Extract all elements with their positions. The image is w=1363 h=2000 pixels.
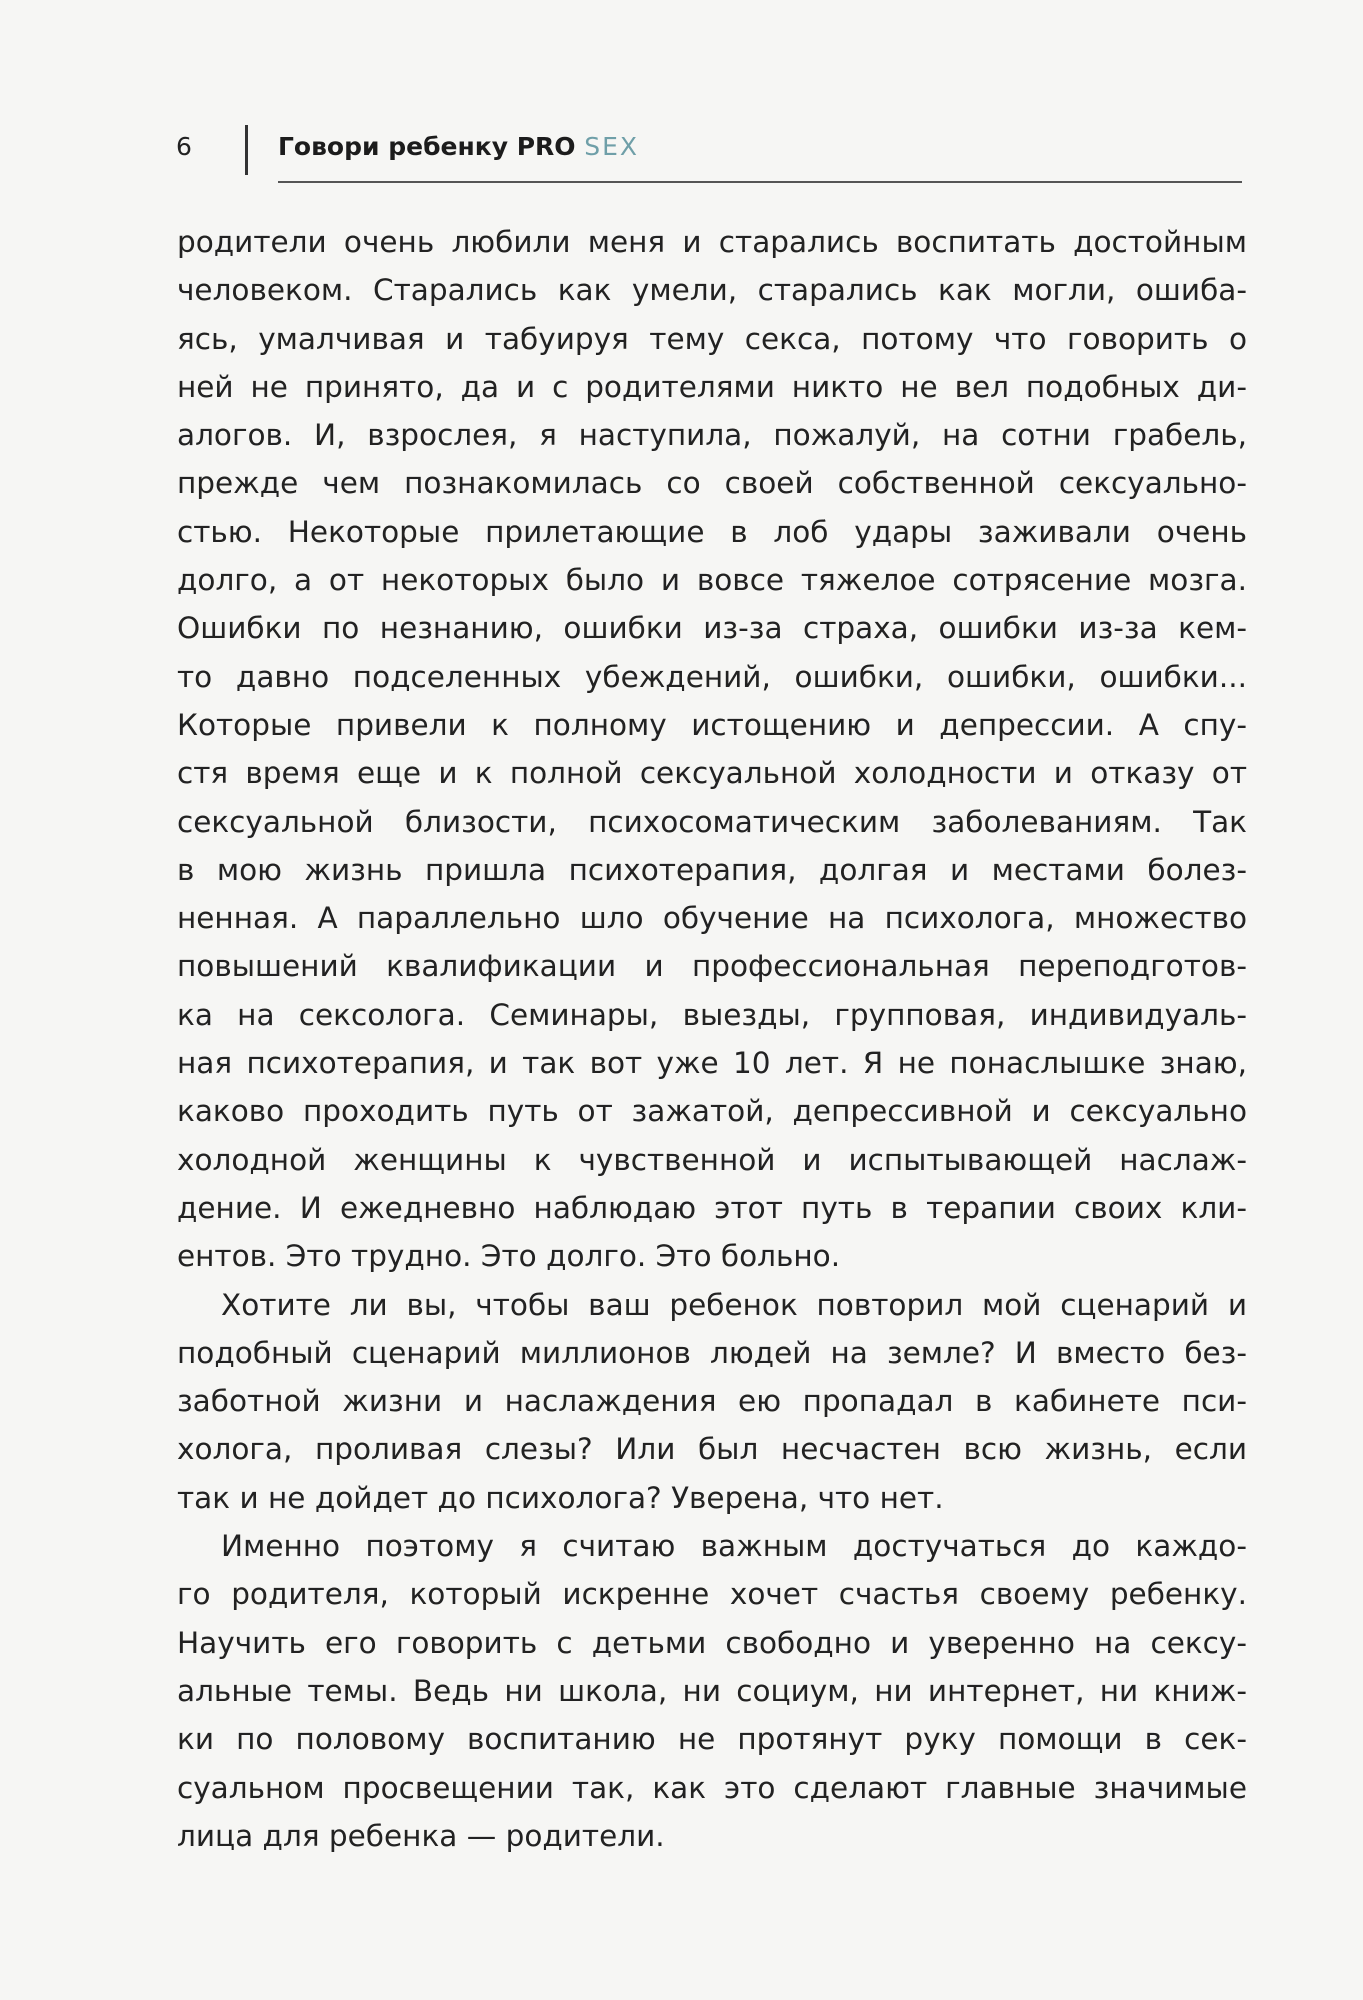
header-divider-bar bbox=[245, 125, 248, 175]
text-line: подобный сценарий миллионов людей на земле? И вместо без- bbox=[177, 1335, 1247, 1370]
text-line: Ошибки по незнанию, ошибки из-за страха, ошибки из-за кем- bbox=[177, 611, 1247, 646]
text-line: ная психотерапия, и так вот уже 10 лет. Я не понаслышке знаю, bbox=[177, 1046, 1247, 1081]
text-line: Научить его говорить с детьми свободно и уверенно на сексу- bbox=[177, 1625, 1247, 1660]
text-line: ки по половому воспитанию не протянут руку помощи в сек- bbox=[177, 1722, 1247, 1757]
text-line: сексуальной близости, психосоматическим заболеваниям. Так bbox=[177, 804, 1247, 839]
text-line: лица для ребенка — родители. bbox=[177, 1818, 665, 1853]
text-line: Которые привели к полному истощению и депрессии. А спу- bbox=[177, 707, 1247, 742]
header-rule bbox=[278, 181, 1242, 183]
paragraph bbox=[177, 1522, 1247, 1860]
text-line: Именно поэтому я считаю важным достучаться до каждо- bbox=[221, 1529, 1247, 1564]
text-line: стью. Некоторые прилетающие в лоб удары заживали очень bbox=[177, 514, 1247, 549]
running-title-accent: SEX bbox=[584, 132, 640, 161]
running-title-main: Говори ребенку PRO bbox=[278, 132, 576, 161]
text-line: ентов. Это трудно. Это долго. Это больно. bbox=[177, 1239, 841, 1274]
text-line: Хотите ли вы, чтобы ваш ребенок повторил мой сценарий и bbox=[221, 1287, 1247, 1322]
text-line: каково проходить путь от зажатой, депрессивной и сексуально bbox=[177, 1094, 1247, 1129]
text-line: го родителя, который искренне хочет счастья своему ребенку. bbox=[177, 1577, 1247, 1612]
running-title bbox=[278, 132, 639, 161]
text-line: повышений квалификации и профессиональная переподготов- bbox=[177, 949, 1247, 984]
text-line: человеком. Старались как умели, старались как могли, ошиба- bbox=[177, 273, 1247, 308]
text-line: ка на сексолога. Семинары, выезды, групповая, индивидуаль- bbox=[177, 997, 1247, 1032]
text-line: то давно подселенных убеждений, ошибки, ошибки, ошибки... bbox=[177, 659, 1247, 694]
text-line: альные темы. Ведь ни школа, ни социум, ни интернет, ни книж- bbox=[177, 1673, 1247, 1708]
body-text bbox=[177, 218, 1247, 1860]
text-line: алогов. И, взрослея, я наступила, пожалуй, на сотни грабель, bbox=[177, 418, 1247, 453]
text-line: дение. И ежедневно наблюдаю этот путь в терапии своих кли- bbox=[177, 1190, 1247, 1225]
text-line: холодной женщины к чувственной и испытывающей наслаж- bbox=[177, 1142, 1247, 1177]
paragraph bbox=[177, 218, 1247, 1281]
text-line: заботной жизни и наслаждения ею пропадал в кабинете пси- bbox=[177, 1384, 1247, 1419]
page-number: 6 bbox=[176, 132, 192, 161]
text-line: в мою жизнь пришла психотерапия, долгая и местами болез- bbox=[177, 852, 1247, 887]
text-line: ясь, умалчивая и табуируя тему секса, потому что говорить о bbox=[177, 321, 1247, 356]
text-line: суальном просвещении так, как это сделают главные значимые bbox=[177, 1770, 1247, 1805]
text-line: долго, а от некоторых было и вовсе тяжелое сотрясение мозга. bbox=[177, 563, 1247, 598]
text-line: ней не принято, да и с родителями никто не вел подобных ди- bbox=[177, 369, 1247, 404]
paragraph bbox=[177, 1281, 1247, 1522]
page-header bbox=[0, 0, 1363, 190]
text-line: прежде чем познакомилась со своей собственной сексуально- bbox=[177, 466, 1247, 501]
text-line: холога, проливая слезы? Или был несчастен всю жизнь, если bbox=[177, 1432, 1247, 1467]
text-line: родители очень любили меня и старались воспитать достойным bbox=[177, 225, 1247, 259]
text-line: ненная. А параллельно шло обучение на психолога, множество bbox=[177, 901, 1247, 936]
text-line: стя время еще и к полной сексуальной холодности и отказу от bbox=[177, 756, 1247, 791]
text-line: так и не дойдет до психолога? Уверена, что нет. bbox=[177, 1480, 944, 1515]
